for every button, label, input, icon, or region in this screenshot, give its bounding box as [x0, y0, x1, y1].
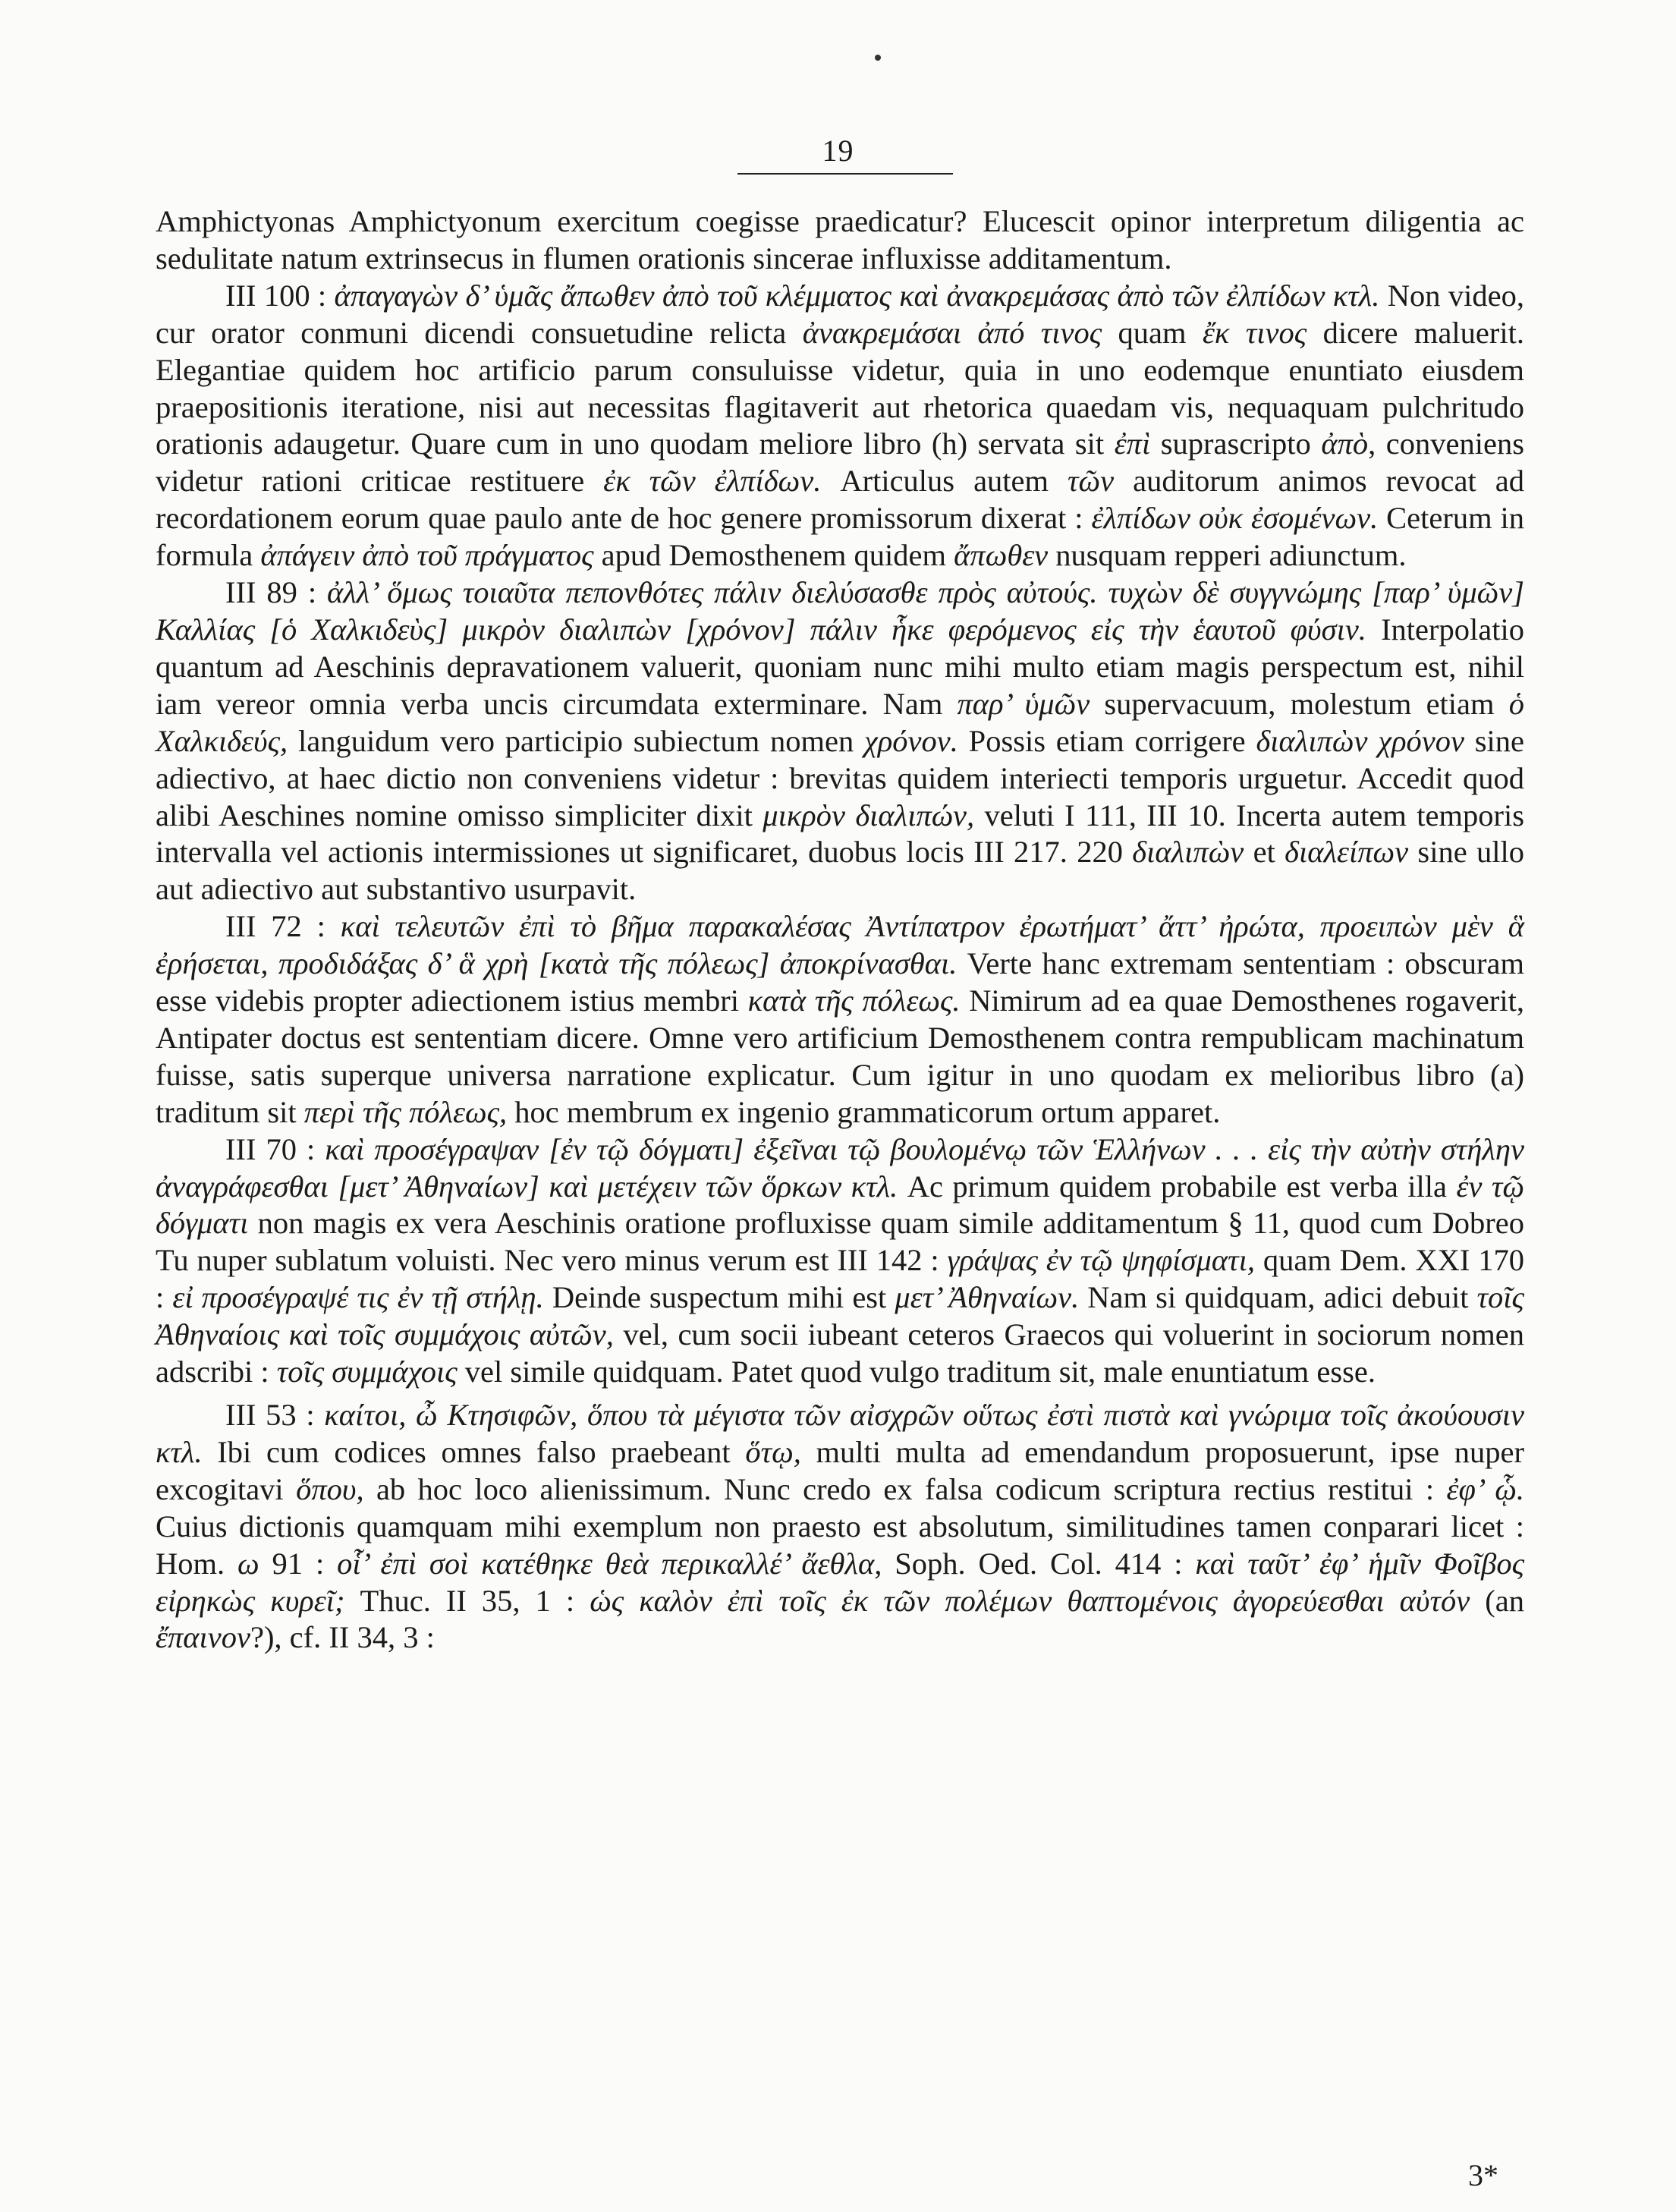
- latin-text: supervacuum, molestum etiam: [1090, 686, 1509, 721]
- greek-quotation: ὅτῳ,: [745, 1434, 801, 1469]
- paragraph: [156, 1397, 1524, 1657]
- latin-text: ?), cf. II 34, 3 :: [250, 1620, 435, 1655]
- paragraph: [156, 908, 1524, 1131]
- greek-quotation: εἰ προσέγραψέ τις ἐν τῇ στήλῃ.: [172, 1280, 544, 1315]
- latin-text: sine ullo aut adiectivo aut substantivo usurpavit.: [156, 835, 1524, 907]
- latin-text: hoc membrum ex ingenio grammaticorum ortum apparet.: [507, 1094, 1221, 1129]
- latin-text: veluti I 111, III 10. Incerta autem temporis intervalla vel actionis intermissiones ut significaret, duobus locis III 217. 220: [156, 798, 1524, 870]
- greek-quotation: ἐκ τῶν ἐλπίδων.: [603, 464, 822, 499]
- latin-text: languidum vero participio subiectum nomen: [288, 723, 865, 758]
- latin-text: (an: [1470, 1583, 1524, 1618]
- greek-quotation: ἀπὸ: [1321, 426, 1369, 461]
- latin-text: auditorum animos revocat ad recordationem eorum quae paulo ante de hoc genere promissorum dixerat :: [156, 464, 1524, 536]
- greek-quotation: ἔπαινον: [156, 1620, 250, 1655]
- latin-text: ab hoc loco alienissimum. Nunc credo ex falsa codicum scriptura rectius restitui :: [363, 1471, 1447, 1506]
- latin-text: Soph. Oed. Col. 414 :: [882, 1546, 1196, 1581]
- latin-text: apud Demosthenem quidem: [593, 538, 954, 573]
- latin-text: multi multa ad emendandum proposuerunt, ipse nuper excogitavi: [156, 1434, 1524, 1506]
- signature-mark: 3*: [1468, 2158, 1498, 2192]
- greek-quotation: ἀλλ’ ὅμως τοιαῦτα πεπονθότες πάλιν διελύσασθε πρὸς αὐτούς. τυχὼν δὲ συγγνώμης [παρ’ ὑμῶν] Καλλίας [ὁ Χαλκιδεὺς] μικρὸν διαλιπὼν [χρόνον] πάλιν ἧκε φερόμενος εἰς τὴν ἑαυτοῦ φύσιν.: [156, 575, 1524, 647]
- latin-text: vel, cum socii iubeant ceteros Graecos qui voluerint in sociorum nomen adscribi :: [156, 1317, 1525, 1389]
- latin-text: 91 :: [259, 1546, 338, 1581]
- latin-text: Cuius dictionis quamquam mihi exemplum non praesto est absolutum, similitudines tamen conparari licet : Hom.: [156, 1509, 1524, 1581]
- greek-quotation: ὅπου,: [296, 1471, 364, 1506]
- greek-quotation: καίτοι, ὦ Κτησιφῶν, ὅπου τὰ μέγιστα τῶν αἰσχρῶν οὕτως ἐστὶ πιστὰ καὶ γνώριμα τοῖς ἀκούουσιν κτλ.: [156, 1398, 1524, 1469]
- greek-quotation: καὶ ταῦτ’ ἐφ’ ἡμῖν Φοῖβος εἰρηκὼς κυρεῖ;: [156, 1546, 1525, 1618]
- greek-quotation: καὶ προσέγραψαν [ἐν τῷ δόγματι] ἐξεῖναι τῷ βουλομένῳ τῶν Ἑλλήνων . . . εἰς τὴν αὐτὴν στήλην ἀναγράφεσθαι [μετ’ Ἀθηναίων] καὶ μετέχειν τῶν ὅρκων κτλ.: [156, 1131, 1525, 1204]
- greek-quotation: ἐφ’ ᾧ.: [1446, 1471, 1524, 1506]
- greek-quotation: διαλιπὼν: [1132, 835, 1244, 870]
- paragraph: [156, 203, 1524, 278]
- body-text: [156, 203, 1524, 1657]
- greek-quotation: καὶ τελευτῶν ἐπὶ τὸ βῆμα παρακαλέσας Ἀντίπατρον ἐρωτήματ’ ἄττ’ ἠρώτα, προειπὼν μὲν ἃ ἐρήσεται, προδιδάξας δ’ ἃ χρὴ [κατὰ τῆς πόλεως] ἀποκρίνασθαι.: [156, 909, 1524, 981]
- latin-text: quam Dem. XXI 170 :: [156, 1243, 1524, 1315]
- greek-quotation: ὡς καλὸν ἐπὶ τοῖς ἐκ τῶν πολέμων θαπτομένοις ἀγορεύεσθαι αὐτόν: [590, 1583, 1470, 1618]
- header-rule: [737, 173, 953, 175]
- greek-quotation: οἷ’ ἐπὶ σοὶ κατέθηκε θεὰ περικαλλέ’ ἄεθλα,: [337, 1546, 882, 1581]
- greek-quotation: ἐλπίδων οὐκ ἐσομένων.: [1091, 501, 1379, 536]
- greek-quotation: ω: [237, 1546, 259, 1581]
- latin-text: Non video, cur orator conmuni dicendi consuetudine relicta: [156, 278, 1524, 350]
- paragraph: [156, 574, 1524, 908]
- greek-quotation: διαλείπων: [1285, 835, 1409, 870]
- latin-text: III 100 :: [225, 278, 335, 313]
- latin-text: III 89 :: [225, 575, 327, 610]
- latin-text: III 70 :: [225, 1131, 325, 1166]
- latin-text: Ibi cum codices omnes falso praebeant: [202, 1434, 746, 1469]
- latin-text: III 53 :: [225, 1398, 325, 1432]
- greek-quotation: μετ’ Ἀθηναίων.: [895, 1280, 1080, 1315]
- latin-text: III 72 :: [225, 909, 341, 944]
- page-number: 19: [822, 134, 854, 168]
- greek-quotation: διαλιπὼν χρόνον: [1256, 723, 1464, 758]
- latin-text: Possis etiam corrigere: [957, 723, 1256, 758]
- greek-quotation: τοῖς συμμάχοις: [276, 1355, 458, 1389]
- greek-quotation: τῶν: [1068, 464, 1115, 499]
- latin-text: non magis ex vera Aeschinis oratione profluxisse quam simile additamentum § 11, quod cum Dobreo Tu nuper sublatum voluisti. Nec vero minus verum est III 142 :: [156, 1206, 1524, 1278]
- greek-quotation: κατὰ τῆς πόλεως.: [747, 983, 961, 1018]
- greek-quotation: χρόνον.: [864, 723, 958, 758]
- latin-text: suprascripto: [1150, 426, 1322, 461]
- greek-quotation: παρ’ ὑμῶν: [957, 686, 1090, 721]
- greek-quotation: τοῖς Ἀθηναίοις καὶ τοῖς συμμάχοις αὐτῶν,: [156, 1280, 1524, 1352]
- greek-quotation: ἐν τῷ δόγματι: [156, 1169, 1524, 1241]
- latin-text: Amphictyonas Amphictyonum exercitum coegisse praedicatur? Elucescit opinor interpretum diligentia ac sedulitate natum extrinsecus in flumen orationis sincerae influxisse additamentum.: [156, 204, 1524, 275]
- ink-speck: [875, 55, 881, 61]
- greek-quotation: ἀνακρεμάσαι ἀπό τινος: [802, 315, 1102, 350]
- latin-text: vel simile quidquam. Patet quod vulgo traditum sit, male enuntiatum esse.: [457, 1355, 1376, 1389]
- greek-quotation: ἐπὶ: [1114, 426, 1151, 461]
- latin-text: Ac primum quidem probabile est verba illa: [898, 1169, 1457, 1204]
- latin-text: Nimirum ad ea quae Demosthenes rogaverit, Antipater doctus est sententiam dicere. Omne vero artificium Demosthenem contra rempublicam machinatum fuisse, satis superque universa narratione explicatur. Cum igitur in uno quodam ex melioribus libro (a) traditum sit: [156, 983, 1524, 1129]
- latin-text: quam: [1102, 315, 1203, 350]
- greek-quotation: ἄπωθεν: [954, 538, 1049, 573]
- latin-text: et: [1244, 835, 1285, 870]
- latin-text: Nam si quidquam, adici debuit: [1079, 1280, 1477, 1315]
- latin-text: , conveniens videtur rationi criticae restituere: [156, 426, 1524, 499]
- greek-quotation: μικρὸν διαλιπών,: [763, 798, 975, 832]
- greek-quotation: ἀπάγειν ἀπὸ τοῦ πράγματος: [260, 538, 594, 573]
- greek-quotation: ἔκ τινος: [1202, 315, 1307, 350]
- paragraph: [156, 1131, 1524, 1391]
- latin-text: Interpolatio quantum ad Aeschinis depravationem valuerit, quoniam nunc mihi multo etiam magis perspectum est, nihil iam vereor omnia verba uncis circumdata exterminare. Nam: [156, 612, 1525, 721]
- greek-quotation: ἀπαγαγὼν δ’ ὑμᾶς ἄπωθεν ἀπὸ τοῦ κλέμματος καὶ ἀνακρεμάσας ἀπὸ τῶν ἐλπίδων κτλ.: [334, 278, 1380, 313]
- latin-text: Ceterum in formula: [156, 501, 1525, 573]
- latin-text: Thuc. II 35, 1 :: [344, 1583, 590, 1618]
- greek-quotation: ὁ Χαλκιδεύς,: [156, 686, 1524, 758]
- latin-text: Articulus autem: [821, 464, 1068, 499]
- latin-text: Deinde suspectum mihi est: [543, 1280, 895, 1315]
- latin-text: Verte hanc extremam sententiam : obscuram esse videbis propter adiectionem istius membri: [156, 946, 1524, 1018]
- paragraph: [156, 278, 1524, 574]
- greek-quotation: περὶ τῆς πόλεως,: [303, 1094, 508, 1129]
- greek-quotation: γράψας ἐν τῷ ψηφίσματι,: [947, 1243, 1255, 1278]
- latin-text: dicere maluerit. Elegantiae quidem hoc artificio parum consuluisse videtur, quia in uno eodemque enuntiato eiusdem praepositionis iteratione, nisi aut necessitas flagitaverit aut rhetorica quaedam vis, nequaquam pulchritudo orationis adaugetur. Quare cum in uno quodam meliore libro (h) servata sit: [156, 315, 1524, 461]
- latin-text: nusquam repperi adiunctum.: [1048, 538, 1407, 573]
- latin-text: sine adiectivo, at haec dictio non conveniens videtur : brevitas quidem interiecti temporis urguetur. Accedit quod alibi Aeschines nomine omisso simpliciter dixit: [156, 723, 1525, 832]
